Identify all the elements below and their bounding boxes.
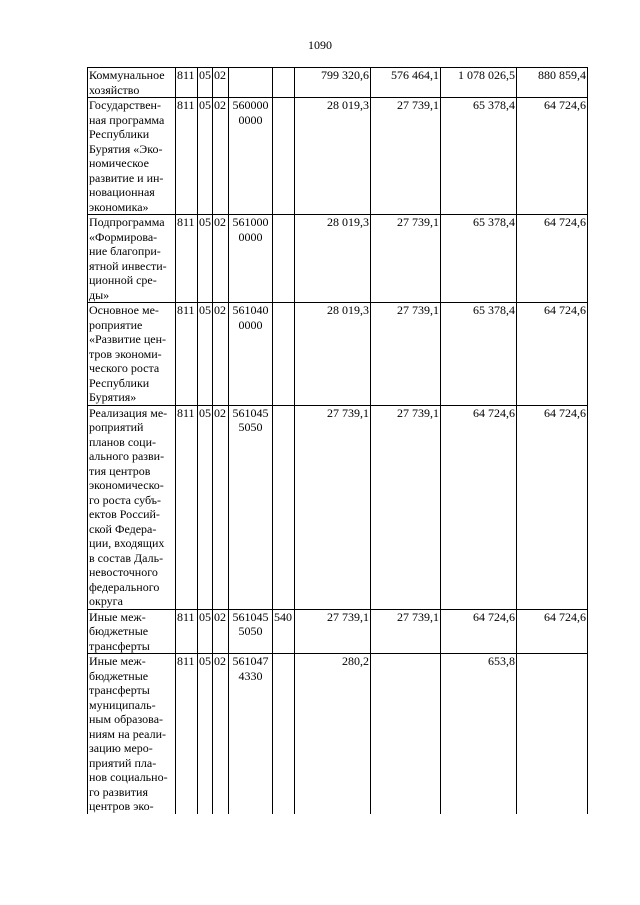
amount-col-3: 64 724,6 xyxy=(441,405,517,609)
section-code: 05 xyxy=(198,303,213,406)
row-name: Основное ме- роприятие «Развитие цен- тров экономи- ческого роста Республики Бурятия» xyxy=(88,303,176,406)
target-code: 561000 0000 xyxy=(229,215,273,303)
ministry-code: 811 xyxy=(176,303,198,406)
table-row xyxy=(88,215,588,303)
amount-col-1: 28 019,3 xyxy=(295,303,371,406)
row-name: Коммунальное хозяйство xyxy=(88,68,176,98)
amount-col-4: 64 724,6 xyxy=(517,303,588,406)
amount-col-2: 27 739,1 xyxy=(371,405,441,609)
amount-col-3: 65 378,4 xyxy=(441,215,517,303)
amount-col-1: 28 019,3 xyxy=(295,215,371,303)
table-row xyxy=(88,405,588,609)
target-code: 561045 5050 xyxy=(229,405,273,609)
expense-type-code xyxy=(273,98,295,215)
row-name: Подпрограмма «Формирова- ние благопри- ятной инвести- ционной сре- ды» xyxy=(88,215,176,303)
page-number: 1090 xyxy=(308,38,332,52)
ministry-code: 811 xyxy=(176,405,198,609)
row-name: Государствен- ная программа Республики Бурятия «Эко- номическое развитие и ин- новационная экономика» xyxy=(88,98,176,215)
ministry-code: 811 xyxy=(176,98,198,215)
expense-type-code xyxy=(273,654,295,814)
budget-table xyxy=(87,67,588,814)
section-code: 05 xyxy=(198,654,213,814)
amount-col-1: 27 739,1 xyxy=(295,609,371,654)
expense-type-code xyxy=(273,405,295,609)
section-code: 05 xyxy=(198,68,213,98)
table-row xyxy=(88,654,588,814)
amount-col-4: 880 859,4 xyxy=(517,68,588,98)
section-code: 05 xyxy=(198,215,213,303)
expense-type-code xyxy=(273,303,295,406)
table-row xyxy=(88,68,588,98)
amount-col-2 xyxy=(371,654,441,814)
subsection-code: 02 xyxy=(213,609,229,654)
ministry-code: 811 xyxy=(176,654,198,814)
target-code: 561045 5050 xyxy=(229,609,273,654)
amount-col-1: 280,2 xyxy=(295,654,371,814)
amount-col-3: 65 378,4 xyxy=(441,98,517,215)
subsection-code: 02 xyxy=(213,654,229,814)
amount-col-1: 27 739,1 xyxy=(295,405,371,609)
subsection-code: 02 xyxy=(213,215,229,303)
amount-col-3: 65 378,4 xyxy=(441,303,517,406)
amount-col-2: 27 739,1 xyxy=(371,303,441,406)
amount-col-4: 64 724,6 xyxy=(517,98,588,215)
target-code: 561047 4330 xyxy=(229,654,273,814)
table-row xyxy=(88,98,588,215)
amount-col-4 xyxy=(517,654,588,814)
amount-col-4: 64 724,6 xyxy=(517,609,588,654)
amount-col-1: 799 320,6 xyxy=(295,68,371,98)
target-code: 561040 0000 xyxy=(229,303,273,406)
table-row xyxy=(88,609,588,654)
subsection-code: 02 xyxy=(213,405,229,609)
section-code: 05 xyxy=(198,405,213,609)
amount-col-1: 28 019,3 xyxy=(295,98,371,215)
expense-type-code xyxy=(273,68,295,98)
section-code: 05 xyxy=(198,609,213,654)
amount-col-4: 64 724,6 xyxy=(517,405,588,609)
row-name: Реализация ме- роприятий планов соци- ального разви- тия центров экономическо- го роста субъ- ектов Россий- ской Федера- ции, входящих в состав Даль- невосточного федерального округа xyxy=(88,405,176,609)
amount-col-3: 1 078 026,5 xyxy=(441,68,517,98)
section-code: 05 xyxy=(198,98,213,215)
ministry-code: 811 xyxy=(176,215,198,303)
table-row xyxy=(88,303,588,406)
amount-col-2: 27 739,1 xyxy=(371,215,441,303)
expense-type-code xyxy=(273,215,295,303)
ministry-code: 811 xyxy=(176,68,198,98)
amount-col-4: 64 724,6 xyxy=(517,215,588,303)
amount-col-2: 27 739,1 xyxy=(371,98,441,215)
subsection-code: 02 xyxy=(213,68,229,98)
amount-col-3: 653,8 xyxy=(441,654,517,814)
row-name: Иные меж- бюджетные трансферты xyxy=(88,609,176,654)
target-code: 560000 0000 xyxy=(229,98,273,215)
target-code xyxy=(229,68,273,98)
amount-col-2: 27 739,1 xyxy=(371,609,441,654)
row-name: Иные меж- бюджетные трансферты муниципаль- ным образова- ниям на реали- зацию меро- приятий пла- нов социально- го развития центров эко- xyxy=(88,654,176,814)
expense-type-code: 540 xyxy=(273,609,295,654)
ministry-code: 811 xyxy=(176,609,198,654)
amount-col-2: 576 464,1 xyxy=(371,68,441,98)
subsection-code: 02 xyxy=(213,98,229,215)
subsection-code: 02 xyxy=(213,303,229,406)
amount-col-3: 64 724,6 xyxy=(441,609,517,654)
